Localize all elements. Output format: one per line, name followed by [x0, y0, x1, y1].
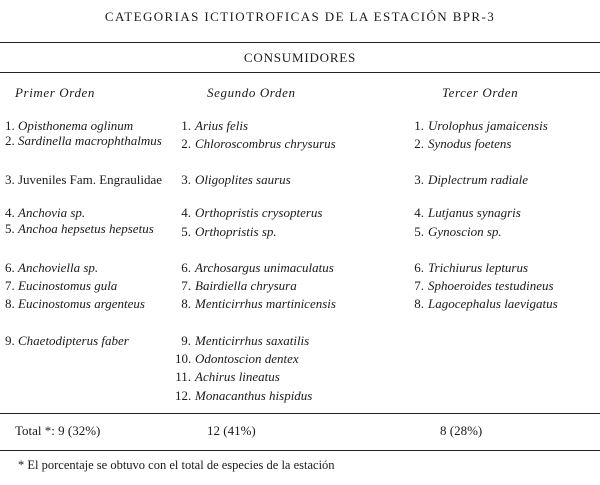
list-item: [408, 224, 598, 239]
list-item: [408, 278, 598, 293]
species-name: Sardinella macrophthalmus: [18, 133, 162, 148]
list-item: [175, 388, 410, 403]
item-number: 6.: [414, 260, 424, 275]
species-name: Odontoscion dentex: [195, 351, 299, 366]
item-number: 7.: [181, 278, 191, 293]
item-number: 1.: [181, 118, 191, 133]
species-name: Lagocephalus laevigatus: [428, 296, 558, 311]
list-item: [5, 296, 178, 311]
item-number: 4.: [414, 205, 424, 220]
species-name: Urolophus jamaicensis: [428, 118, 548, 133]
column-header-segundo-orden: Segundo Orden: [207, 85, 296, 100]
list-item: [175, 333, 410, 348]
list-item: [5, 221, 178, 236]
item-number: 1.: [414, 118, 424, 133]
total-tercer-orden: 8 (28%): [440, 423, 483, 438]
species-name: Menticirrhus saxatilis: [195, 333, 310, 348]
item-number: 7.: [414, 278, 424, 293]
total-primer-orden: Total *: 9 (32%): [15, 423, 101, 438]
total-segundo-orden: 12 (41%): [207, 423, 256, 438]
list-item: [5, 172, 178, 187]
species-name: Anchoa hepsetus hepsetus: [18, 221, 154, 236]
species-name: Anchoviella sp.: [18, 260, 99, 275]
column-header-tercer-orden: Tercer Orden: [442, 85, 519, 100]
totals-rule: [0, 413, 600, 414]
species-name: Lutjanus synagris: [428, 205, 521, 220]
item-number: 7.: [5, 278, 15, 293]
table-subtitle: CONSUMIDORES: [243, 50, 357, 65]
species-name: Sphoeroides testudineus: [428, 278, 554, 293]
item-number: 3.: [181, 172, 191, 187]
list-item: [408, 136, 598, 151]
item-number: 8.: [181, 296, 191, 311]
item-number: 5.: [414, 224, 424, 239]
list-item: [408, 260, 598, 275]
item-number: 2.: [181, 136, 191, 151]
species-name: Oligoplites saurus: [195, 172, 291, 187]
list-item: [175, 278, 410, 293]
item-number: 9.: [181, 333, 191, 348]
top-rule: [0, 42, 600, 43]
list-item: [175, 118, 410, 133]
species-name: Bairdiella chrysura: [195, 278, 297, 293]
list-item: [408, 296, 598, 311]
item-number: 5.: [5, 221, 15, 236]
footnote: * El porcentaje se obtuvo con el total de especies de la estación: [18, 458, 335, 472]
item-number: 6.: [5, 260, 15, 275]
species-name: Chloroscombrus chrysurus: [195, 136, 336, 151]
item-number: 11.: [175, 369, 191, 384]
list-item: [5, 333, 178, 348]
species-name: Archosargus unimaculatus: [195, 260, 334, 275]
table-title: CATEGORIAS ICTIOTROFICAS DE LA ESTACIÓN BPR-3: [104, 9, 496, 24]
species-name: Arius felis: [195, 118, 249, 133]
item-number: 2.: [414, 136, 424, 151]
item-number: 6.: [181, 260, 191, 275]
item-number: 4.: [5, 205, 15, 220]
item-number: 1.: [5, 118, 15, 133]
list-item: [408, 118, 598, 133]
list-item: [175, 369, 410, 384]
item-number: 8.: [414, 296, 424, 311]
item-number: 10.: [175, 351, 192, 366]
list-item: [175, 136, 410, 151]
item-number: 12.: [175, 388, 192, 403]
list-item: [175, 224, 410, 239]
item-number: 3.: [5, 172, 15, 187]
item-number: 4.: [181, 205, 191, 220]
item-number: 2.: [5, 133, 15, 148]
list-item: [175, 205, 410, 220]
list-item: [5, 118, 178, 133]
species-name: Orthopristis crysopterus: [195, 205, 323, 220]
list-item: [5, 133, 178, 148]
item-number: 8.: [5, 296, 15, 311]
list-item: [175, 351, 410, 366]
species-name: Gynoscion sp.: [428, 224, 502, 239]
list-item: [5, 278, 178, 293]
item-number: 9.: [5, 333, 15, 348]
species-name: Achirus lineatus: [195, 369, 280, 384]
list-item: [175, 296, 410, 311]
header-rule: [0, 72, 600, 73]
list-item: [175, 260, 410, 275]
list-item: [5, 260, 178, 275]
species-name: Eucinostomus gula: [18, 278, 118, 293]
species-name: Synodus foetens: [428, 136, 512, 151]
item-number: 3.: [414, 172, 424, 187]
list-item: [408, 172, 598, 187]
species-name: Chaetodipterus faber: [18, 333, 129, 348]
list-item: [5, 205, 178, 220]
species-name: Monacanthus hispidus: [195, 388, 313, 403]
species-name: Anchovia sp.: [18, 205, 86, 220]
species-name: Menticirrhus martinicensis: [195, 296, 336, 311]
bottom-rule: [0, 450, 600, 451]
species-name: Juveniles Fam. Engraulidae: [18, 172, 163, 187]
species-name: Orthopristis sp.: [195, 224, 277, 239]
list-item: [175, 172, 410, 187]
list-item: [408, 205, 598, 220]
item-number: 5.: [181, 224, 191, 239]
species-name: Eucinostomus argenteus: [18, 296, 145, 311]
species-name: Trichiurus lepturus: [428, 260, 529, 275]
column-header-primer-orden: Primer Orden: [15, 85, 96, 100]
species-name: Diplectrum radiale: [428, 172, 529, 187]
species-name: Opisthonema oglinum: [18, 118, 134, 133]
